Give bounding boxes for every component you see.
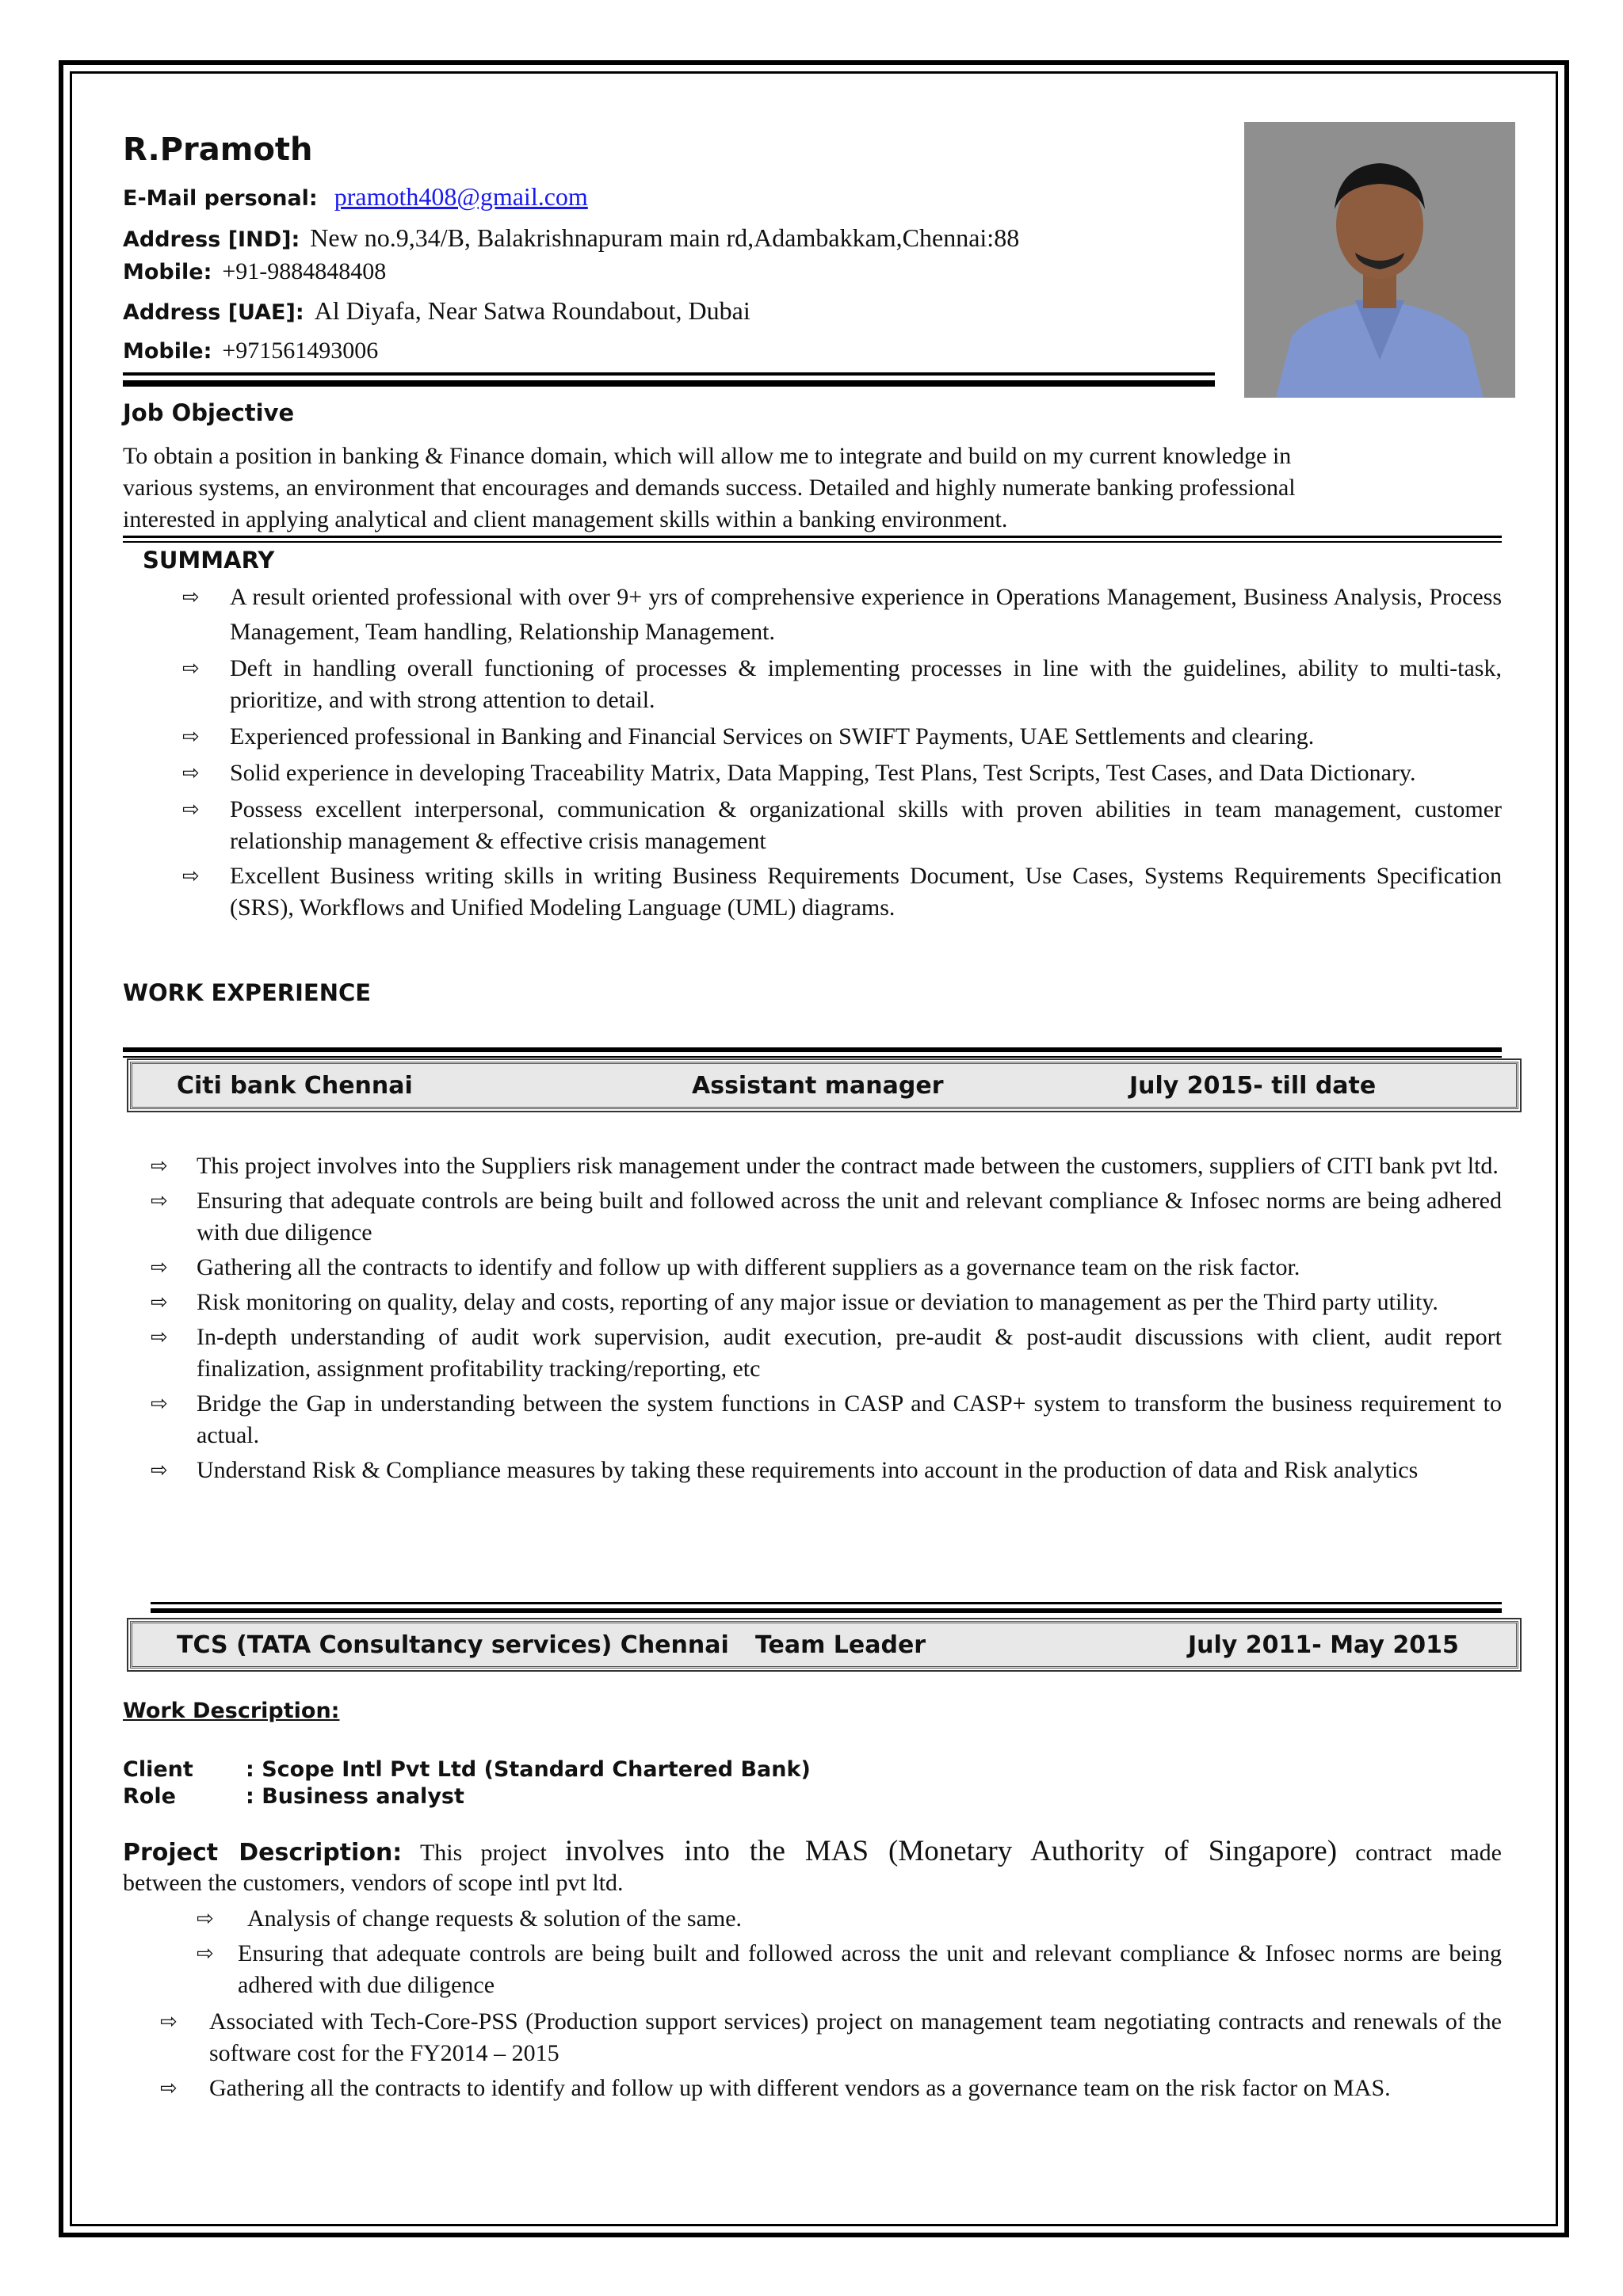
arrow-right-outline-icon: ⇨ [160, 2010, 178, 2034]
job1-company: Citi bank Chennai [177, 1072, 413, 1100]
mobile-uae-row [123, 338, 378, 364]
arrow-right-outline-icon: ⇨ [182, 657, 200, 681]
job2-rule-1 [151, 1602, 1502, 1604]
job2-role: Team Leader [755, 1631, 926, 1659]
mobile-uae-value: +971561493006 [222, 338, 379, 364]
mobile-ind-value: +91-9884848408 [222, 258, 387, 284]
job2-item: ⇨ Associated with Tech-Core-PSS (Production support services) project on management team negotiating contracts and renewals of the software cost for the FY2014 – 2015 [160, 2006, 1502, 2069]
arrow-right-outline-icon: ⇨ [182, 585, 200, 609]
role-value: : Business analyst [246, 1784, 464, 1809]
arrow-right-outline-icon: ⇨ [160, 2077, 178, 2100]
objective-line: To obtain a position in banking & Finance domain, which will allow me to integrate and build on my current knowledge in [123, 443, 1292, 469]
arrow-right-outline-icon: ⇨ [151, 1256, 168, 1280]
summary-title: SUMMARY [143, 547, 275, 574]
project-description-line2: between the customers, vendors of scope intl pvt ltd. [123, 1870, 624, 1896]
address-uae-row [123, 296, 750, 326]
profile-photo [1244, 122, 1515, 398]
job1-period: July 2015- till date [1129, 1072, 1377, 1100]
job2-company: TCS (TATA Consultancy services) Chennai [177, 1631, 729, 1659]
job2-indented-item: ⇨ Analysis of change requests & solution of the same. [197, 1903, 1502, 1935]
address-ind-value: New no.9,34/B, Balakrishnapuram main rd,Adambakkam,Chennai:88 [310, 223, 1020, 252]
objective-line: interested in applying analytical and client management skills within a banking environment. [123, 506, 1008, 532]
objective-rule-1 [123, 536, 1502, 538]
job2-rule-2 [151, 1608, 1502, 1613]
client-label: Client [123, 1757, 193, 1782]
summary-list [182, 580, 1502, 924]
objective-text [123, 441, 1502, 536]
job2-indented-item: ⇨ Ensuring that adequate controls are being built and followed across the unit and relevant compliance & Infosec norms are being adhered with due diligence [197, 1938, 1502, 2001]
job1-item: ⇨ Risk monitoring on quality, delay and costs, reporting of any major issue or deviation to management as per the Third party utility. [151, 1287, 1502, 1318]
project-description-line1: Project Description: This project involves into the MAS (Monetary Authority of Singapore) contract made [123, 1835, 1502, 1867]
address-uae-label: Address [UAE]: [123, 300, 304, 325]
job2-header-bar [130, 1621, 1518, 1669]
objective-title: Job Objective [123, 399, 295, 426]
job1-rule-1 [123, 1047, 1502, 1052]
person-silhouette-icon [1244, 122, 1515, 398]
job1-item: ⇨ In-depth understanding of audit work supervision, audit execution, pre-audit & post-audit discussions with client, audit report finalization, assignment profitability tracking/reporting, etc [151, 1322, 1502, 1385]
arrow-right-outline-icon: ⇨ [151, 1325, 168, 1349]
job1-item: ⇨ This project involves into the Suppliers risk management under the contract made between the customers, suppliers of CITI bank pvt ltd. [151, 1150, 1502, 1182]
mobile-ind-label: Mobile: [123, 260, 212, 284]
summary-item: ⇨ Excellent Business writing skills in writing Business Requirements Document, Use Cases, Systems Requirements Specification (SRS), Workflows and Unified Modeling Language (UML) diagrams. [182, 860, 1502, 924]
arrow-right-outline-icon: ⇨ [151, 1392, 168, 1416]
mobile-uae-label: Mobile: [123, 339, 212, 364]
arrow-right-outline-icon: ⇨ [151, 1459, 168, 1482]
header-rule-1 [123, 372, 1215, 376]
job1-role: Assistant manager [692, 1072, 944, 1100]
work-experience-title: WORK EXPERIENCE [123, 979, 372, 1006]
candidate-name: R.Pramoth [123, 132, 313, 168]
arrow-right-outline-icon: ⇨ [151, 1154, 168, 1178]
email-link[interactable]: pramoth408@gmail.com [334, 182, 588, 211]
summary-item: ⇨ Deft in handling overall functioning of processes & implementing processes in line with the guidelines, ability to multi-task, prioritize, and with strong attention to detail. [182, 653, 1502, 716]
arrow-right-outline-icon: ⇨ [197, 1907, 214, 1931]
objective-line: various systems, an environment that encourages and demands success. Detailed and highly numerate banking professional [123, 475, 1296, 501]
job2-list [160, 2006, 1502, 2104]
client-value: : Scope Intl Pvt Ltd (Standard Chartered Bank) [246, 1757, 811, 1782]
email-label: E-Mail personal: [123, 186, 318, 211]
address-uae-value: Al Diyafa, Near Satwa Roundabout, Dubai [314, 296, 750, 325]
objective-rule-2 [123, 541, 1502, 543]
job1-item: ⇨ Ensuring that adequate controls are being built and followed across the unit and relevant compliance & Infosec norms are being adhered with due diligence [151, 1185, 1502, 1249]
mobile-ind-row [123, 258, 386, 285]
summary-item: ⇨ Solid experience in developing Traceability Matrix, Data Mapping, Test Plans, Test Scripts, Test Cases, and Data Dictionary. [182, 757, 1502, 789]
email-row [123, 182, 588, 212]
role-label: Role [123, 1784, 176, 1809]
address-ind-row [123, 223, 1019, 253]
project-description-label: Project Description: [123, 1839, 403, 1867]
job2-indented-list [197, 1903, 1502, 2001]
arrow-right-outline-icon: ⇨ [151, 1291, 168, 1314]
work-description-label: Work Description: [123, 1699, 340, 1723]
arrow-right-outline-icon: ⇨ [182, 798, 200, 822]
address-ind-label: Address [IND]: [123, 227, 300, 252]
job2-item: ⇨ Gathering all the contracts to identify and follow up with different vendors as a governance team on the risk factor on MAS. [160, 2073, 1502, 2104]
job1-item: ⇨ Gathering all the contracts to identify and follow up with different suppliers as a governance team on the risk factor. [151, 1252, 1502, 1283]
job1-list [151, 1150, 1502, 1486]
arrow-right-outline-icon: ⇨ [182, 761, 200, 785]
arrow-right-outline-icon: ⇨ [182, 864, 200, 888]
job1-item: ⇨ Understand Risk & Compliance measures by taking these requirements into account in the production of data and Risk analytics [151, 1455, 1502, 1486]
arrow-right-outline-icon: ⇨ [151, 1189, 168, 1213]
header-rule-2 [123, 380, 1215, 387]
job1-item: ⇨ Bridge the Gap in understanding between the system functions in CASP and CASP+ system to transform the business requirement to actual. [151, 1388, 1502, 1451]
arrow-right-outline-icon: ⇨ [197, 1942, 214, 1966]
summary-item: ⇨ Experienced professional in Banking and Financial Services on SWIFT Payments, UAE Settlements and clearing. [182, 721, 1502, 753]
arrow-right-outline-icon: ⇨ [182, 725, 200, 749]
job1-rule-2 [123, 1056, 1502, 1058]
job1-header-bar [130, 1062, 1518, 1109]
job2-period: July 2011- May 2015 [1188, 1631, 1459, 1659]
summary-item: ⇨ Possess excellent interpersonal, communication & organizational skills with proven abilities in team management, customer relationship management & effective crisis management [182, 794, 1502, 857]
summary-item: ⇨ A result oriented professional with over 9+ yrs of comprehensive experience in Operations Management, Business Analysis, Process Management, Team handling, Relationship Management. [182, 580, 1502, 650]
